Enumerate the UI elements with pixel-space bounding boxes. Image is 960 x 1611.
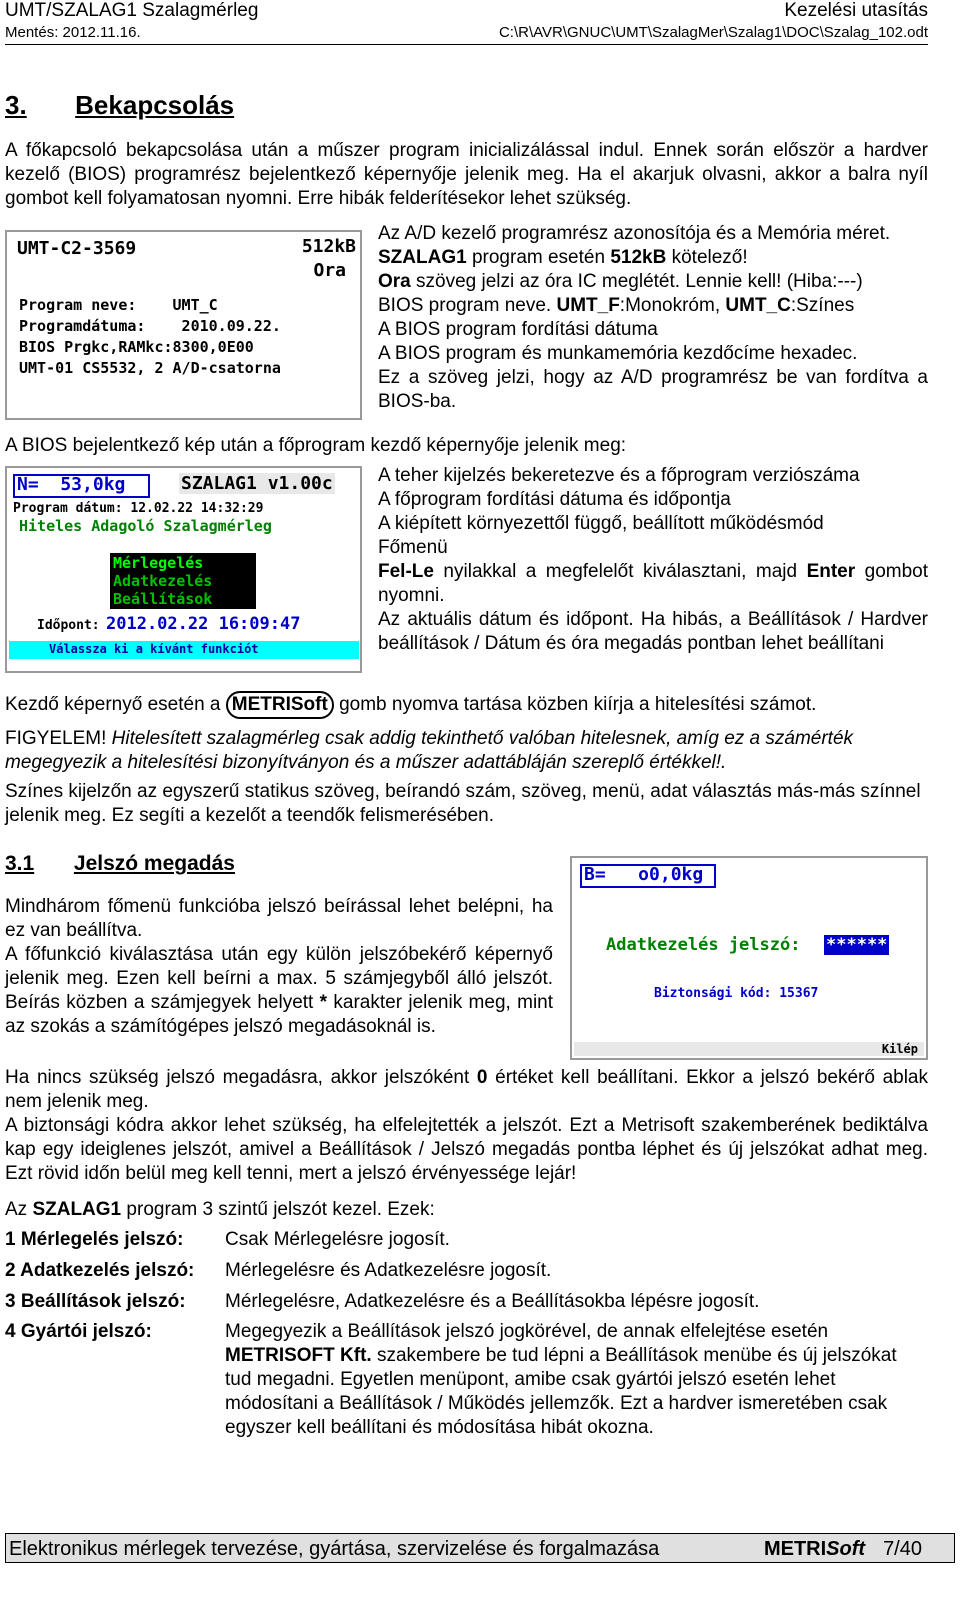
level-4-name: 4 Gyártói jelszó: — [5, 1321, 152, 1342]
pw-paragraph-3: Ha nincs szükség jelszó megadásra, akkor jelszóként 0 értéket kell beállítani. Ekkor a jelszó bekérő ablak nem jelenik meg. — [5, 1067, 929, 1112]
pw-paragraph-2: A főfunkció kiválasztása után egy külön jelszóbekérő képernyő jelenik meg. Ezen kell beírni a max. 5 számjegyből álló jelszót. Beírás közben a számjegyek helyett * karakter jelenik meg, mint az szokás a számítógépes jelszó megadásoknál is. — [5, 944, 554, 1037]
bios-screenshot — [5, 230, 362, 420]
pw-exit-button[interactable]: Kilép — [881, 1042, 918, 1056]
header-file-path: C:\R\AVR\GNUC\UMT\SzalagMer\Szalag1\DOC\Szalag_102.odt — [498, 24, 928, 41]
section-number: 3. — [5, 90, 27, 120]
level-1-name: 1 Mérlegelés jelszó: — [5, 1229, 184, 1250]
bios-program-name: Program neve: UMT_C — [19, 296, 218, 314]
pw-weight: B= o0,0kg — [584, 864, 704, 885]
bios-desc-1: Az A/D kezelő programrész azonosítója és a Memória méret. — [378, 223, 891, 244]
main-desc-6: Az aktuális dátum és időpont. Ha hibás, a Beállítások / Hardver beállítások / Dátum és óra megadás pontban lehet beállítani — [378, 609, 928, 654]
main-desc-5: Fel-Le nyilakkal a megfelelőt kiválasztani, majd Enter gombot nyomni. — [378, 561, 929, 606]
main-date-line: Program dátum: 12.02.22 14:32:29 — [13, 501, 264, 516]
color-note: Színes kijelzőn az egyszerű statikus szöveg, beírandó szám, szöveg, menü, adat választás más-más színnel jelenik meg. Ez segíti a kezelőt a teendők felismerésében. — [5, 781, 921, 826]
bios-address: BIOS Prgkc,RAMkc:8300,0E00 — [19, 338, 254, 356]
header-doc-type: Kezelési utasítás — [784, 0, 928, 21]
level-3-desc: Mérlegelésre, Adatkezelésre és a Beállításokba lépésre jogosít. — [225, 1291, 760, 1312]
subsection-heading — [5, 852, 235, 876]
menu-item-data[interactable]: Adatkezelés — [113, 572, 213, 590]
pw-levels-intro: Az SZALAG1 program 3 szintű jelszót kezel. Ezek: — [5, 1199, 435, 1220]
section-title: Bekapcsolás — [75, 90, 235, 120]
section-heading — [5, 90, 234, 121]
footer-page-number: 7/40 — [883, 1538, 922, 1560]
metrisoft-line: Kezdő képernyő esetén a METRISoft gomb nyomva tartása közben kiírja a hitelesítési számot. — [5, 691, 940, 719]
bios-desc-4: BIOS program neve. UMT_F:Monokróm, UMT_C:Színes — [378, 295, 855, 316]
subsection-title: Jelszó megadás — [73, 852, 235, 875]
menu-item-weighing[interactable]: Mérlegelés — [113, 554, 204, 572]
bios-description — [378, 222, 928, 414]
level-4-desc-cont: METRISOFT Kft. szakembere be tud lépni a Beállítások menübe és új jelszókat tud megadni. Egyetlen menüpont, amibe csak gyártói jelszó esetén lehet módosítani a Beállítások / Működés jellemzők. Ezt a hardver ismeretében csak egyszer kell beállítani és módosítása hibát okozna. — [225, 1345, 897, 1438]
header-save-date: Mentés: 2012.11.16. — [5, 24, 141, 41]
level-3-name: 3 Beállítások jelszó: — [5, 1291, 186, 1312]
bios-desc-6: A BIOS program és munkamemória kezdőcíme hexadec. — [378, 343, 858, 364]
main-mode: Hiteles Adagoló Szalagmérleg — [19, 517, 272, 535]
main-time-value: 2012.02.22 16:09:47 — [106, 614, 301, 634]
main-desc-3: A kiépített környezettől függő, beállított működésmód — [378, 513, 824, 534]
bios-desc-5: A BIOS program fordítási dátuma — [378, 319, 658, 340]
level-4-desc: Megegyezik a Beállítások jelszó jogkörével, de annak elfelejtése esetén — [225, 1321, 829, 1342]
footer-text: Elektronikus mérlegek tervezése, gyártása, szervizelése és forgalmazása — [9, 1538, 660, 1560]
main-screenshot — [5, 466, 362, 673]
bios-clock: Ora — [313, 260, 346, 281]
pw-paragraph-4: A biztonsági kódra akkor lehet szükség, ha elfelejtették a jelszót. Ezt a Metrisoft szakemberének bediktálva kap egy ideiglenes jelszót, amivel a Beállítások / Jelszó megadás pontba léphet és új jelszókat adhat meg. Ezt rövid időn belül meg kell tenni, mert a jelszó érvényessége lejár! — [5, 1115, 928, 1184]
bios-desc-2: SZALAG1 program esetén 512kB kötelező! — [378, 247, 748, 268]
header-rule — [5, 44, 928, 45]
main-status-bar — [9, 641, 359, 659]
main-weight: N= 53,0kg — [17, 474, 126, 495]
footer-right — [764, 1534, 922, 1564]
bios-program-date: Programdátuma: 2010.09.22. — [19, 317, 281, 335]
pw-security-code: Biztonsági kód: 15367 — [654, 986, 819, 1001]
main-desc-2: A főprogram fordítási dátuma és időpontja — [378, 489, 731, 510]
footer-brand-a: METRI — [763, 1538, 827, 1560]
pw-prompt-label: Adatkezelés jelszó: — [606, 935, 801, 955]
bios-mem: 512kB — [301, 236, 356, 257]
pw-paragraph-1: Mindhárom főmenü funkcióba jelszó beírással lehet belépni, ha ez van beállítva. — [5, 896, 553, 941]
password-screenshot — [570, 856, 928, 1060]
level-2-name: 2 Adatkezelés jelszó: — [5, 1260, 195, 1281]
warning-paragraph — [5, 727, 928, 775]
level-2-desc: Mérlegelésre és Adatkezelésre jogosít. — [225, 1260, 552, 1281]
footer-brand-b: Soft — [826, 1538, 866, 1560]
main-menu-box — [110, 553, 256, 609]
metrisoft-key: METRISoft — [226, 691, 334, 719]
menu-item-settings[interactable]: Beállítások — [113, 590, 213, 608]
header-doc-title: UMT/SZALAG1 Szalagmérleg — [5, 0, 259, 21]
main-version: SZALAG1 v1.00c — [181, 473, 333, 494]
main-desc-4: Főmenü — [378, 537, 448, 558]
after-bios-text: A BIOS bejelentkező kép után a főprogram kezdő képernyője jelenik meg: — [5, 435, 627, 456]
bios-desc-7: Ez a szöveg jelzi, hogy az A/D programrész be van fordítva a BIOS-ba. — [378, 367, 928, 412]
warning-text: Hitelesített szalagmérleg csak addig tekinthető valóban hitelesnek, amíg ez a számérték megegyezik a hitelesítési bizonyítványon és a műszer adattábláján szereplő értékkel!. — [5, 728, 854, 773]
pw-bottom-bar — [574, 1042, 924, 1056]
main-desc-1: A teher kijelzés bekeretezve és a főprogram verziószáma — [378, 465, 860, 486]
page-footer — [5, 1533, 955, 1563]
bios-ad-id: UMT-C2-3569 — [17, 238, 137, 259]
bios-desc-3: Ora szöveg jelzi az óra IC meglétét. Lennie kell! (Hiba:---) — [378, 271, 863, 292]
level-1-desc: Csak Mérlegelésre jogosít. — [225, 1229, 450, 1250]
subsection-number: 3.1 — [5, 852, 35, 875]
bios-ad-module: UMT-01 CS5532, 2 A/D-csatorna — [19, 359, 281, 377]
main-time-label: Időpont: — [37, 618, 100, 633]
main-description — [378, 464, 928, 656]
pw-input[interactable]: ****** — [826, 935, 888, 955]
main-status-text: Válassza ki a kívánt funkciót — [49, 642, 259, 656]
intro-paragraph: A főkapcsoló bekapcsolása után a műszer program inicializálással indul. Ennek során először a hardver kezelő (BIOS) programrész bejelentkező képernyője jelenik meg. Ha el akarjuk olvasni, akkor a balra nyíl gombot kell folyamatosan nyomni. Erre hibák felderítésekor lehet szükség. — [5, 140, 928, 209]
warning-label: FIGYELEM! — [5, 728, 112, 749]
